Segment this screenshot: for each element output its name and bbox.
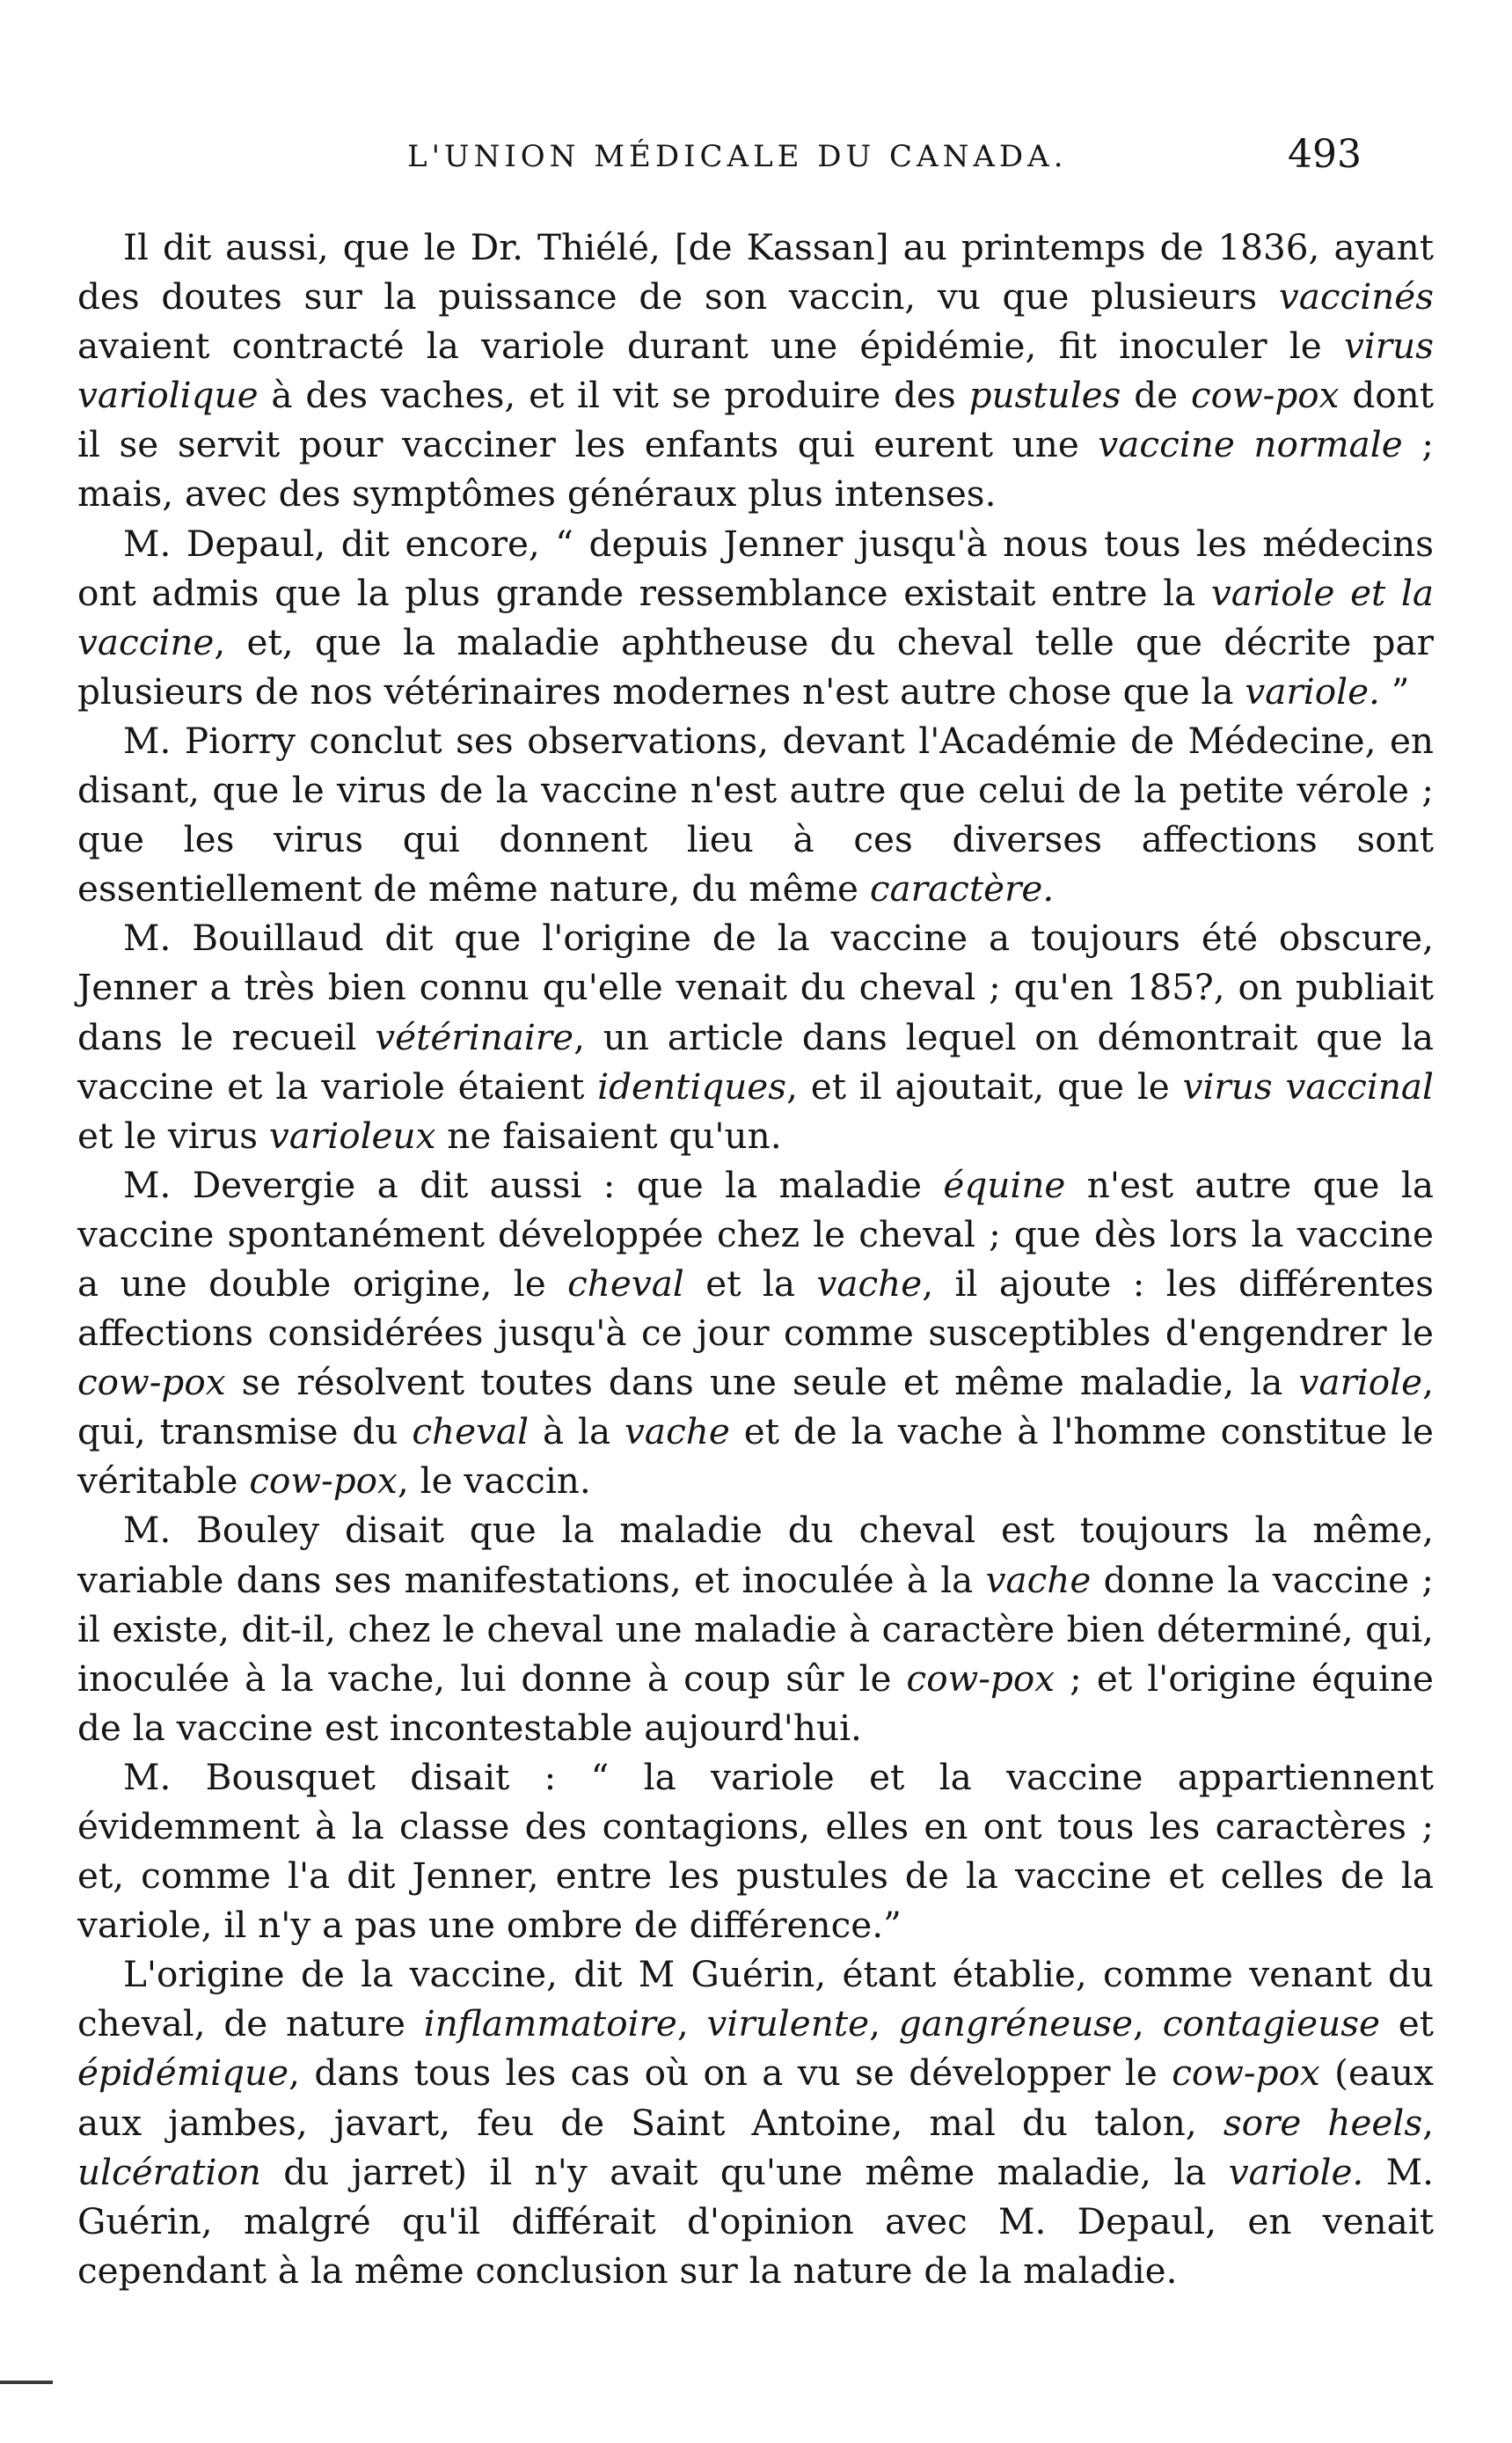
italic-text: virus vaccinal — [1182, 1064, 1434, 1108]
italic-text: variole — [1298, 1361, 1423, 1404]
text-run: M. Bouillaud dit que l'origine de la vaccine a toujours été obscure, Jenner a très bien connu qu'elle venait du cheval ; qu'en 185?, on publiait dans le recueil — [77, 917, 1434, 1058]
italic-text: variole. — [1228, 2150, 1364, 2193]
text-run: et le virus — [77, 1114, 269, 1157]
text-run: , — [676, 2002, 707, 2045]
italic-text: varioleux — [268, 1114, 436, 1157]
italic-text: vache — [985, 1558, 1092, 1601]
text-run: , il ajoute : les différentes affections considérées jusqu'à ce jour comme susceptibles d'engendrer le — [77, 1262, 1434, 1355]
body-text — [77, 223, 1434, 2295]
paragraph — [77, 1949, 1434, 2295]
text-run: ” — [1379, 669, 1410, 713]
italic-text: vaccine normale — [1098, 423, 1403, 466]
text-run: ne faisaient qu'un. — [435, 1114, 782, 1157]
text-run: M. Bouley disait que la maladie du cheval est toujours la même, variable dans ses manifestations, et inoculée à la — [77, 1509, 1434, 1601]
text-run: M. Piorry conclut ses observations, devant l'Académie de Médecine, en disant, que le virus de la vaccine n'est autre que celui de la petite vérole ; que les virus qui donnent lieu à ces diverses affections sont essentiellement de même nature, du même — [77, 719, 1434, 911]
italic-text: vache — [625, 1410, 730, 1453]
text-run: n'est autre que la vaccine spontanément développée chez le cheval ; que dès lors la vaccine a une double origine, le — [77, 1163, 1434, 1305]
text-run: de — [1121, 374, 1191, 417]
text-run: à des vaches, et il vit se produire des — [258, 374, 969, 417]
text-run: , un article dans lequel on démontrait que la vaccine et la variole étaient — [77, 1015, 1434, 1108]
text-run: , — [1422, 2101, 1434, 2144]
italic-text: variole et la vaccine — [77, 571, 1434, 663]
italic-text: vache — [816, 1262, 923, 1305]
italic-text: équine — [943, 1163, 1066, 1206]
italic-text: cow-pox — [1172, 2052, 1320, 2095]
text-run: , — [869, 2002, 899, 2045]
paragraph — [77, 716, 1434, 913]
text-run: M. Bousquet disait : “ la variole et la vaccine appartiennent évidemment à la classe des contagions, elles en ont tous les caractères ; et, comme l'a dit Jenner, entre les pustules de la vaccine et celles de la variole, il n'y a pas une ombre de différence.” — [77, 1755, 1434, 1947]
paragraph — [77, 1160, 1434, 1506]
italic-text: inflammatoire — [423, 2002, 677, 2045]
italic-text: pustules — [968, 374, 1121, 417]
italic-text: contagieuse — [1162, 2002, 1380, 2045]
paragraph — [77, 1505, 1434, 1752]
footer-rule — [0, 2381, 53, 2384]
text-run: avaient contracté la variole durant une épidémie, fit inoculer le — [77, 325, 1344, 368]
paragraph — [77, 1752, 1434, 1949]
text-run: et la — [683, 1262, 817, 1305]
text-run: donne la vaccine ; il existe, dit-il, chez le cheval une maladie à caractère bien déterminé, qui, inoculée à la vache, lui donne à coup sûr le — [77, 1558, 1434, 1700]
text-run: M. Devergie a dit aussi : que la maladie — [123, 1163, 944, 1206]
italic-text: virus variolique — [77, 325, 1434, 417]
italic-text: vaccinés — [1278, 275, 1434, 318]
italic-text: caractère. — [869, 867, 1055, 911]
text-run: M. Depaul, dit encore, “ depuis Jenner jusqu'à nous tous les médecins ont admis que la plus grande ressemblance existait entre la — [77, 522, 1434, 614]
text-run: , et, que la maladie aphtheuse du cheval telle que décrite par plusieurs de nos vétérinaires modernes n'est autre chose que la — [77, 620, 1434, 713]
text-run: (eaux aux jambes, javart, feu de Saint Antoine, mal du talon, — [77, 2052, 1434, 2144]
page-number: 493 — [1288, 132, 1362, 177]
text-run: et — [1379, 2002, 1435, 2045]
text-run: se résolvent toutes dans une seule et même maladie, la — [225, 1361, 1299, 1404]
italic-text: cheval — [412, 1410, 530, 1453]
text-run: et de la vache à l'homme constitue le véritable — [77, 1410, 1434, 1503]
text-run: , dans tous les cas où on a vu se développer le — [289, 2052, 1172, 2095]
paragraph — [77, 913, 1434, 1159]
italic-text: cow-pox — [249, 1459, 398, 1503]
italic-text: cow-pox — [77, 1361, 226, 1404]
page-header — [0, 132, 1512, 185]
italic-text: gangréneuse — [898, 2002, 1134, 2045]
text-run: à la — [529, 1410, 625, 1453]
italic-text: virulente — [706, 2002, 870, 2045]
text-run: , le vaccin. — [397, 1459, 591, 1503]
text-run: , — [1133, 2002, 1163, 2045]
paragraph — [77, 223, 1434, 519]
text-run: dont il se servit pour vacciner les enfants qui eurent une — [77, 374, 1434, 466]
italic-text: cheval — [567, 1262, 684, 1305]
text-run: Il dit aussi, que le Dr. Thiélé, [de Kassan] au printemps de 1836, ayant des doutes sur la puissance de son vaccin, vu que plusieurs — [77, 226, 1434, 318]
italic-text: vétérinaire — [375, 1015, 574, 1058]
running-title: L'UNION MÉDICALE DU CANADA. — [407, 139, 1068, 174]
italic-text: épidémique — [77, 2052, 289, 2095]
text-run: du jarret) il n'y avait qu'une même maladie, la — [260, 2150, 1229, 2193]
text-run: M. Guérin, malgré qu'il différait d'opinion avec M. Depaul, en venait cependant à la même conclusion sur la nature de la maladie. — [77, 2150, 1435, 2292]
italic-text: identiques — [597, 1064, 787, 1108]
paragraph — [77, 519, 1434, 716]
italic-text: variole. — [1245, 669, 1380, 713]
text-run: , et il ajoutait, que le — [786, 1064, 1183, 1108]
italic-text: cow-pox — [906, 1657, 1055, 1700]
italic-text: ulcération — [77, 2150, 261, 2193]
italic-text: cow-pox — [1190, 374, 1340, 417]
italic-text: sore heels — [1223, 2101, 1423, 2144]
text-run: L'origine de la vaccine, dit M Guérin, étant établie, comme venant du cheval, de nature — [77, 1953, 1434, 2045]
text-run: , qui, transmise du — [77, 1361, 1434, 1453]
text-run: ; et l'origine équine de la vaccine est incontestable aujourd'hui. — [77, 1657, 1434, 1749]
text-run: ; mais, avec des symptômes généraux plus intenses. — [77, 423, 1434, 516]
